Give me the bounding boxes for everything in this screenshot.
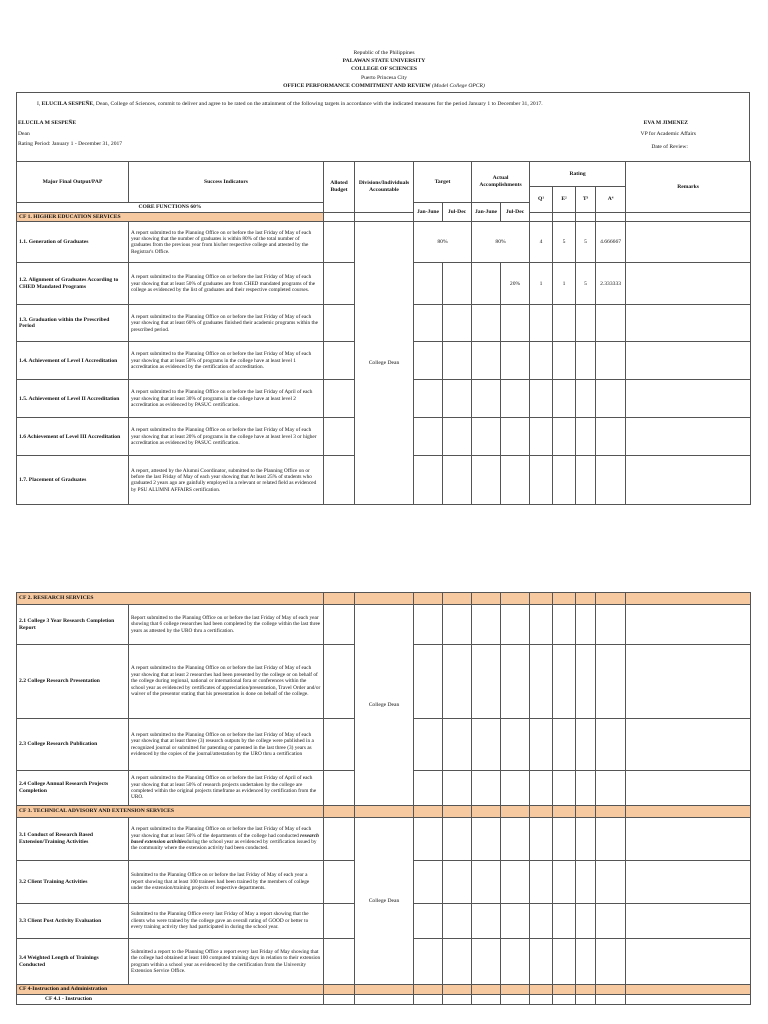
value-cell xyxy=(576,818,596,861)
value-cell xyxy=(553,995,576,1005)
document-title xyxy=(0,83,768,90)
col-rating-header: Rating xyxy=(530,162,626,187)
rating-t-cell xyxy=(576,380,596,418)
actual-cell xyxy=(501,305,530,342)
actual-cell xyxy=(501,380,530,418)
mfo-cell: 1.1. Generation of Graduates xyxy=(17,222,129,263)
value-cell xyxy=(553,861,576,904)
title-text: OFFICE PERFORMANCE COMMITMENT AND REVIEW xyxy=(283,83,431,89)
mfo-cell: 2.3 College Research Publication xyxy=(17,719,129,771)
section-cell xyxy=(324,806,355,818)
target-cell xyxy=(414,305,443,342)
dean-name: ELUCILA M SESPEÑE xyxy=(18,120,77,126)
rating-period: Rating Period: January 1 - December 31, 2017 xyxy=(18,141,123,147)
budget-cell xyxy=(324,263,355,305)
value-cell xyxy=(443,605,472,645)
mfo-cell: 1.5. Achievement of Level II Accreditation xyxy=(17,380,129,418)
rating-e-cell xyxy=(553,456,576,505)
mfo-cell: 1.6 Achievement of Level III Accreditation xyxy=(17,418,129,456)
actual-cell xyxy=(472,418,501,456)
cf1-rows xyxy=(17,222,751,505)
mfo-cell: 3.2 Client Training Activities xyxy=(17,861,129,904)
rating-t-cell xyxy=(576,418,596,456)
value-cell xyxy=(443,995,472,1005)
target-cell xyxy=(414,418,443,456)
success-indicator-cell: Submitted to the Planning Office every last Friday of May a report showing that the clients who were trained by the college gave an overall rating of GOOD or better to every training activity they had participated in during the school year. xyxy=(129,904,324,939)
indicator-text: during the school year as evidenced by certification issued by the community where the extension activity had been conducted. xyxy=(131,839,317,852)
value-cell xyxy=(472,605,501,645)
section-header: CF 2. RESEARCH SERVICES xyxy=(17,593,324,605)
section-cell xyxy=(530,985,553,995)
section-cell xyxy=(576,593,596,605)
mfo-cell: 2.2 College Research Presentation xyxy=(17,645,129,719)
rating-a-cell xyxy=(596,305,626,342)
value-cell xyxy=(553,719,576,771)
actual-cell xyxy=(472,263,501,305)
value-cell xyxy=(443,861,472,904)
opcr-table-continued xyxy=(16,592,751,1005)
indicator-text: A report submitted to the Planning Office on or before the last Friday of May of each year showing that at least 50% of the departments of the college had conducted xyxy=(131,826,312,839)
value-cell xyxy=(443,904,472,939)
value-cell xyxy=(596,771,626,806)
budget-cell xyxy=(324,861,355,904)
rating-a-cell: 2.333333 xyxy=(596,263,626,305)
value-cell xyxy=(530,995,553,1005)
section-cell xyxy=(596,806,626,818)
core-functions-label: CORE FUNCTIONS 60% xyxy=(17,203,324,213)
opcr-table xyxy=(16,161,751,505)
value-cell xyxy=(443,645,472,719)
value-cell xyxy=(576,645,596,719)
col-jun2-header: Jan-June xyxy=(472,203,501,222)
success-indicator-cell: A report, attested by the Alumni Coordinator, submitted to the Planning Office on or before the last Friday of May of each year showing that At least 25% of students who graduated 2 years ago are gainfully employed in a relevant or related field as evidenced by PSU ALUMNI AFFAIRS certification. xyxy=(129,456,324,505)
budget-cell xyxy=(324,456,355,505)
success-indicator-cell xyxy=(129,818,324,861)
section-cell xyxy=(414,593,443,605)
value-cell xyxy=(472,995,501,1005)
section-cell xyxy=(501,593,530,605)
budget-cell xyxy=(324,605,355,645)
section-header: CF 3. TECHNICAL ADVISORY AND EXTENSION SERVICES xyxy=(17,806,324,818)
rating-e-cell: 1 xyxy=(553,263,576,305)
target-cell xyxy=(414,380,443,418)
value-cell xyxy=(443,771,472,806)
value-cell xyxy=(414,861,443,904)
col-jun1-header: Jan-June xyxy=(414,203,443,222)
section-cell xyxy=(596,593,626,605)
value-cell xyxy=(443,939,472,985)
mfo-cell: 3.3 Client Post Activity Evaluation xyxy=(17,904,129,939)
col-q-header: Q¹ xyxy=(530,187,553,213)
col-jul2-header: Jul-Dec xyxy=(501,203,530,222)
success-indicator-cell: A report submitted to the Planning Office on or before the last Friday of April of each year showing that at least 30% of programs in the college have at least level 2 accreditation as evidenced by PASUC certification. xyxy=(129,380,324,418)
value-cell xyxy=(530,904,553,939)
republic-line: Republic of the Philippines xyxy=(353,50,415,56)
mfo-cell: 3.4 Weighted Length of Trainings Conducted xyxy=(17,939,129,985)
value-cell xyxy=(414,771,443,806)
col-jul1-header: Jul-Dec xyxy=(443,203,472,222)
col-si-header: Success Indicators xyxy=(129,162,324,203)
value-cell xyxy=(414,645,443,719)
commitment-name: ELUCILA SESPEÑE xyxy=(41,101,94,107)
value-cell xyxy=(414,818,443,861)
value-cell xyxy=(553,771,576,806)
mfo-cell: 2.1 College 3 Year Research Completion Report xyxy=(17,605,129,645)
col-t-header: T³ xyxy=(576,187,596,213)
success-indicator-cell: A report submitted to the Planning Office on or before the last Friday of May of each year showing that at least 60% of graduates finished their academic programs within the prescribed period. xyxy=(129,305,324,342)
value-cell xyxy=(596,904,626,939)
value-cell xyxy=(576,939,596,985)
col-target-header: Target xyxy=(414,162,472,203)
value-cell xyxy=(414,939,443,985)
section-cell xyxy=(324,985,355,995)
value-cell xyxy=(501,939,530,985)
budget-cell xyxy=(324,380,355,418)
remarks-cell xyxy=(626,342,751,380)
col-e-header: E² xyxy=(553,187,576,213)
table-row xyxy=(17,995,751,1005)
value-cell xyxy=(576,861,596,904)
success-indicator-cell: A report submitted to the Planning Office on or before the last Friday of May of each year showing that at least 20% of programs in the college have at least level 3 or higher accreditation as evidenced by PASUC certification. xyxy=(129,418,324,456)
university-name: PALAWAN STATE UNIVERSITY xyxy=(342,58,426,64)
rating-q-cell xyxy=(530,342,553,380)
rating-e-cell: 5 xyxy=(553,222,576,263)
section-cell xyxy=(414,806,443,818)
value-cell xyxy=(576,904,596,939)
section-cell xyxy=(324,593,355,605)
mfo-cell: 3.1 Conduct of Research Based Extension/Training Activities xyxy=(17,818,129,861)
value-cell xyxy=(501,861,530,904)
actual-cell xyxy=(501,456,530,505)
subsection-header: CF 4.1 - Instruction xyxy=(17,995,324,1005)
success-indicator-cell: Report submitted to the Planning Office on or before the last Friday of May of each year showing that 6 college researches had been completed by the college within the last three years as attested by the URO thru a certification. xyxy=(129,605,324,645)
section-cell xyxy=(443,593,472,605)
value-cell xyxy=(443,818,472,861)
budget-cell xyxy=(324,342,355,380)
rating-q-cell: 1 xyxy=(530,263,553,305)
section-cell xyxy=(355,806,414,818)
value-cell xyxy=(553,645,576,719)
rating-a-cell xyxy=(596,418,626,456)
actual-cell xyxy=(472,305,501,342)
division-cell: College Dean xyxy=(355,222,414,505)
success-indicator-cell: A report submitted to the Planning Office on or before the last Friday of May of each year showing that at least three (3) research outputs by the college were published in a recognized journal or submitted for patenting or patented in the last three (3) years as evidenced by the copies of the journal/attestation by the URO thru a certification xyxy=(129,719,324,771)
target-cell xyxy=(414,456,443,505)
rating-q-cell xyxy=(530,305,553,342)
target-cell xyxy=(443,305,472,342)
section-cell xyxy=(501,985,530,995)
rating-q-cell: 4 xyxy=(530,222,553,263)
section-cell xyxy=(626,985,751,995)
rating-t-cell: 5 xyxy=(576,263,596,305)
value-cell xyxy=(501,904,530,939)
budget-cell xyxy=(324,418,355,456)
target-cell xyxy=(414,342,443,380)
rating-t-cell xyxy=(576,342,596,380)
table-row xyxy=(17,222,751,263)
value-cell xyxy=(530,939,553,985)
value-cell xyxy=(530,818,553,861)
col-remarks-header: Remarks xyxy=(626,162,751,213)
success-indicator-cell: A report submitted to the Planning Office on or before the last Friday of May of each year showing that the number of graduates is within 80% of the total number of graduates from the previous year from his/her respective college and attested by the Registrar's Office. xyxy=(129,222,324,263)
remarks-cell xyxy=(626,719,751,771)
mfo-cell: 1.4. Achievement of Level I Accreditation xyxy=(17,342,129,380)
rating-e-cell xyxy=(553,380,576,418)
section-cell xyxy=(501,806,530,818)
budget-cell xyxy=(324,904,355,939)
target-cell: 80% xyxy=(414,222,472,263)
rating-q-cell xyxy=(530,380,553,418)
value-cell xyxy=(414,605,443,645)
section-header-row xyxy=(17,806,751,818)
vp-title: VP for Academic Affairs xyxy=(640,131,696,137)
actual-cell xyxy=(472,456,501,505)
value-cell xyxy=(576,995,596,1005)
value-cell xyxy=(472,939,501,985)
budget-cell xyxy=(324,645,355,719)
actual-cell xyxy=(501,418,530,456)
division-cell: College Dean xyxy=(355,818,414,985)
target-cell xyxy=(443,263,472,305)
rating-a-cell xyxy=(596,342,626,380)
rating-t-cell xyxy=(576,456,596,505)
remarks-cell xyxy=(626,605,751,645)
section-header: CF 4-Instruction and Administration xyxy=(17,985,324,995)
table-row xyxy=(17,818,751,861)
target-cell xyxy=(443,380,472,418)
section-cell xyxy=(626,593,751,605)
col-division-header: Divisions/Individuals Accountable xyxy=(355,162,414,213)
success-indicator-cell: A report submitted to the Planning Office on or before the last Friday of May of each year showing that at least 50% of programs in the college have at least level 1 accreditation as evidenced by the certification of accreditation. xyxy=(129,342,324,380)
value-cell xyxy=(472,719,501,771)
value-cell xyxy=(414,995,443,1005)
value-cell xyxy=(530,719,553,771)
value-cell xyxy=(472,645,501,719)
table-row xyxy=(17,605,751,645)
value-cell xyxy=(501,771,530,806)
rating-e-cell xyxy=(553,418,576,456)
value-cell xyxy=(596,861,626,904)
section-cell xyxy=(355,985,414,995)
city-line: Puerto Princesa City xyxy=(361,75,407,81)
value-cell xyxy=(414,904,443,939)
section-cell xyxy=(472,806,501,818)
budget-cell xyxy=(324,939,355,985)
emphasis-text: research based extension activities xyxy=(131,832,319,845)
value-cell xyxy=(576,719,596,771)
value-cell xyxy=(553,904,576,939)
rating-a-cell xyxy=(596,456,626,505)
value-cell xyxy=(626,995,751,1005)
rating-t-cell: 5 xyxy=(576,222,596,263)
remarks-cell xyxy=(626,771,751,806)
section-cell xyxy=(530,593,553,605)
success-indicator-cell: A report submitted to the Planning Office on or before the last Friday of April of each year showing that at least 50% of research projects undertaken by the college are completed within the original projects timeframe as evidenced by certification from the URO. xyxy=(129,771,324,806)
actual-cell: 80% xyxy=(472,222,530,263)
mfo-cell: 1.3. Graduation within the Prescribed Period xyxy=(17,305,129,342)
section-cell xyxy=(530,806,553,818)
section-cell xyxy=(443,806,472,818)
rating-a-cell: 4.666667 xyxy=(596,222,626,263)
actual-cell xyxy=(501,342,530,380)
value-cell xyxy=(553,939,576,985)
section-cell xyxy=(355,593,414,605)
section-cell xyxy=(576,985,596,995)
rating-q-cell xyxy=(530,456,553,505)
value-cell xyxy=(472,861,501,904)
success-indicator-cell: Submitted a report to the Planning Office a report every last Friday of May showing that the college had obtained at least 100 computed training days in relation to their extension program within a school year as evidenced by the certification from the University Extension Service Office. xyxy=(129,939,324,985)
rating-q-cell xyxy=(530,418,553,456)
section-cell xyxy=(553,806,576,818)
title-note: (Model College OPCR) xyxy=(432,83,485,89)
value-cell xyxy=(501,605,530,645)
date-of-review: Date of Review: xyxy=(651,144,688,150)
value-cell xyxy=(501,995,530,1005)
value-cell xyxy=(553,605,576,645)
success-indicator-cell: Submitted to the Planning Office on or before the last Friday of May of each year a report showing that at least 100 trainees had been trained by the members of college under the extension/training projects of respective departments. xyxy=(129,861,324,904)
cf2-cf4-rows xyxy=(17,593,751,1005)
commitment-statement: I, ELUCILA SESPEÑE, Dean, College of Sciences, commit to deliver and agree to be rated on the attainment of the following targets in accordance with the indicated measures for the period January 1 to December 31, 2017. xyxy=(37,101,543,107)
value-cell xyxy=(530,645,553,719)
col-a-header: A⁴ xyxy=(596,187,626,213)
section-cell xyxy=(626,806,751,818)
actual-cell: 20% xyxy=(501,263,530,305)
mfo-cell: 1.7. Placement of Graduates xyxy=(17,456,129,505)
remarks-cell xyxy=(626,222,751,263)
value-cell xyxy=(596,995,626,1005)
value-cell xyxy=(355,995,414,1005)
section-cell xyxy=(553,985,576,995)
section-cell xyxy=(443,985,472,995)
value-cell xyxy=(530,605,553,645)
college-name: COLLEGE OF SCIENCES xyxy=(350,66,417,72)
vp-name: EVA M JIMENEZ xyxy=(643,120,688,126)
value-cell xyxy=(530,861,553,904)
section-cell xyxy=(576,806,596,818)
target-cell xyxy=(414,263,443,305)
remarks-cell xyxy=(626,645,751,719)
actual-cell xyxy=(472,380,501,418)
section-cell xyxy=(553,593,576,605)
value-cell xyxy=(576,605,596,645)
remarks-cell xyxy=(626,418,751,456)
remarks-cell xyxy=(626,818,751,861)
section-cell xyxy=(414,985,443,995)
col-mfo-header: Major Final Output/PAP xyxy=(17,162,129,203)
remarks-cell xyxy=(626,380,751,418)
value-cell xyxy=(472,818,501,861)
section-cell xyxy=(472,593,501,605)
target-cell xyxy=(443,342,472,380)
budget-cell xyxy=(324,818,355,861)
value-cell xyxy=(472,904,501,939)
mfo-cell: 1.2. Alignment of Graduates According to CHED Mandated Programs xyxy=(17,263,129,305)
value-cell xyxy=(501,818,530,861)
section-header-row xyxy=(17,593,751,605)
col-budget-header: Alloted Budget xyxy=(324,162,355,213)
rating-e-cell xyxy=(553,305,576,342)
value-cell xyxy=(501,645,530,719)
target-cell xyxy=(443,456,472,505)
section-cell xyxy=(596,985,626,995)
dean-title: Dean xyxy=(18,131,30,137)
remarks-cell xyxy=(626,939,751,985)
budget-cell xyxy=(324,305,355,342)
value-cell xyxy=(596,719,626,771)
value-cell xyxy=(443,719,472,771)
mfo-cell: 2.4 College Annual Research Projects Completion xyxy=(17,771,129,806)
rating-e-cell xyxy=(553,342,576,380)
value-cell xyxy=(553,818,576,861)
section-cell xyxy=(472,985,501,995)
col-actual-header: Actual Accomplishments xyxy=(472,162,530,203)
value-cell xyxy=(596,818,626,861)
value-cell xyxy=(530,771,553,806)
cf1-section-header: CF 1. HIGHER EDUCATION SERVICES xyxy=(17,212,324,222)
rating-t-cell xyxy=(576,305,596,342)
value-cell xyxy=(501,719,530,771)
remarks-cell xyxy=(626,263,751,305)
remarks-cell xyxy=(626,904,751,939)
value-cell xyxy=(324,995,355,1005)
success-indicator-cell: A report submitted to the Planning Office on or before the last Friday of May of each year showing that at least 50% of graduates are from CHED mandated programs of the college as evidenced by the list of graduates and their respective completed courses. xyxy=(129,263,324,305)
target-cell xyxy=(443,418,472,456)
budget-cell xyxy=(324,771,355,806)
value-cell xyxy=(472,771,501,806)
budget-cell xyxy=(324,222,355,263)
remarks-cell xyxy=(626,456,751,505)
value-cell xyxy=(596,645,626,719)
value-cell xyxy=(596,605,626,645)
success-indicator-cell: A report submitted to the Planning Office on or before the last Friday of May of each year showing that at least 2 researches had been presented by the college or on behalf of the college during regional, national or international fora or conferences within the school year as evidenced by certificates of appreciation/presentation, Travel Order and/or waiver of the presentor stating that his presentation is done on behalf of the college. xyxy=(129,645,324,719)
remarks-cell xyxy=(626,305,751,342)
value-cell xyxy=(414,719,443,771)
section-header-row xyxy=(17,985,751,995)
actual-cell xyxy=(472,342,501,380)
division-cell: College Dean xyxy=(355,605,414,806)
remarks-cell xyxy=(626,861,751,904)
rating-a-cell xyxy=(596,380,626,418)
value-cell xyxy=(596,939,626,985)
budget-cell xyxy=(324,719,355,771)
value-cell xyxy=(576,771,596,806)
